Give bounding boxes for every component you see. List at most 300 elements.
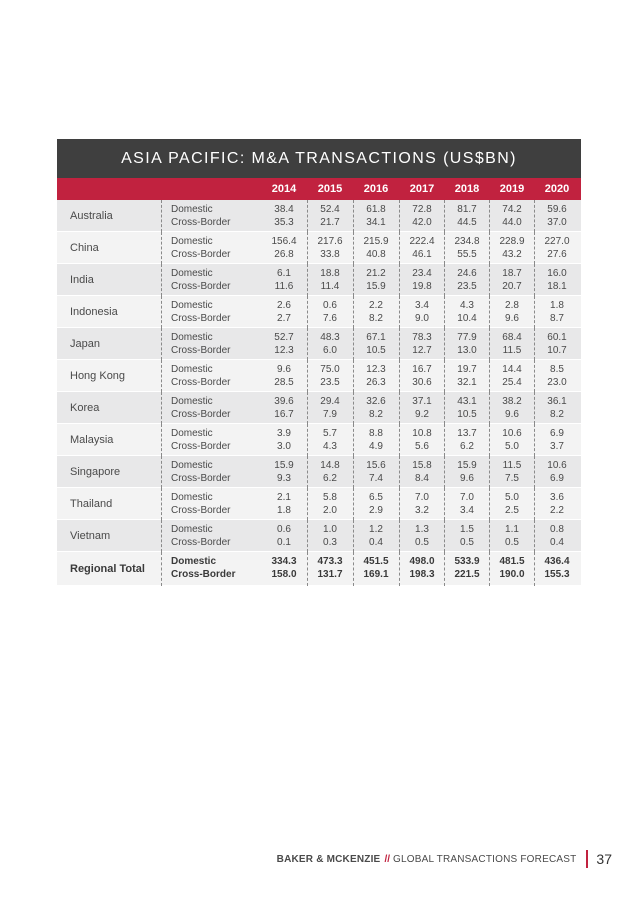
cross-border-value: 26.8 bbox=[274, 249, 294, 260]
cross-border-value: 9.0 bbox=[415, 313, 429, 324]
domestic-value: 15.8 bbox=[412, 460, 432, 471]
domestic-value: 3.9 bbox=[277, 428, 291, 439]
cross-border-value: 169.1 bbox=[363, 569, 389, 580]
value-cell bbox=[534, 203, 580, 229]
value-cell bbox=[353, 267, 399, 293]
footer-divider bbox=[586, 850, 588, 868]
footer-slashes: // bbox=[384, 853, 390, 865]
cross-border-value: 0.4 bbox=[369, 537, 383, 548]
domestic-value: 436.4 bbox=[544, 556, 570, 567]
transaction-types bbox=[171, 555, 235, 581]
type-cross-border: Cross-Border bbox=[171, 505, 231, 516]
transaction-types bbox=[171, 395, 230, 421]
domestic-value: 15.9 bbox=[457, 460, 477, 471]
domestic-value: 156.4 bbox=[271, 236, 297, 247]
domestic-value: 3.4 bbox=[415, 300, 429, 311]
domestic-value: 38.2 bbox=[502, 396, 522, 407]
domestic-value: 15.6 bbox=[366, 460, 386, 471]
cross-border-value: 10.7 bbox=[547, 345, 567, 356]
cross-border-value: 33.8 bbox=[320, 249, 340, 260]
domestic-value: 234.8 bbox=[454, 236, 480, 247]
column-separator bbox=[161, 264, 162, 296]
cross-border-value: 11.6 bbox=[274, 281, 294, 292]
transaction-types bbox=[171, 299, 230, 325]
type-cross-border: Cross-Border bbox=[171, 441, 231, 452]
cross-border-value: 8.2 bbox=[369, 409, 383, 420]
domestic-value: 217.6 bbox=[317, 236, 343, 247]
country-label: Australia bbox=[70, 210, 113, 222]
cross-border-value: 198.3 bbox=[409, 569, 435, 580]
domestic-value: 16.7 bbox=[412, 364, 432, 375]
value-cell bbox=[399, 427, 445, 453]
domestic-value: 29.4 bbox=[320, 396, 340, 407]
domestic-value: 481.5 bbox=[499, 556, 525, 567]
domestic-value: 5.0 bbox=[505, 492, 519, 503]
transaction-types bbox=[171, 459, 230, 485]
year-header-5: 2019 bbox=[499, 183, 525, 195]
table-title: ASIA PACIFIC: M&A TRANSACTIONS (US$BN) bbox=[57, 139, 581, 178]
domestic-value: 6.9 bbox=[550, 428, 564, 439]
value-cell bbox=[399, 203, 445, 229]
cross-border-value: 12.7 bbox=[412, 345, 432, 356]
value-cell bbox=[353, 523, 399, 549]
cross-border-value: 4.9 bbox=[369, 441, 383, 452]
domestic-value: 5.8 bbox=[323, 492, 337, 503]
cross-border-value: 23.5 bbox=[457, 281, 477, 292]
cross-border-value: 10.5 bbox=[457, 409, 477, 420]
transaction-types bbox=[171, 235, 230, 261]
cross-border-value: 18.1 bbox=[547, 281, 567, 292]
domestic-value: 0.6 bbox=[277, 524, 291, 535]
value-cell bbox=[399, 299, 445, 325]
cross-border-value: 4.3 bbox=[323, 441, 337, 452]
table-row bbox=[57, 264, 581, 296]
transaction-types bbox=[171, 427, 230, 453]
transaction-types bbox=[171, 267, 230, 293]
value-cell bbox=[489, 427, 535, 453]
cross-border-value: 21.7 bbox=[320, 217, 340, 228]
value-cell bbox=[534, 555, 580, 581]
value-cell bbox=[353, 555, 399, 581]
cross-border-value: 9.6 bbox=[505, 409, 519, 420]
domestic-value: 2.2 bbox=[369, 300, 383, 311]
domestic-value: 15.9 bbox=[274, 460, 294, 471]
type-cross-border: Cross-Border bbox=[171, 569, 236, 580]
value-cell bbox=[307, 299, 353, 325]
column-separator bbox=[161, 200, 162, 232]
cross-border-value: 23.5 bbox=[320, 377, 340, 388]
value-cell bbox=[353, 491, 399, 517]
value-cell bbox=[307, 427, 353, 453]
value-cell bbox=[534, 491, 580, 517]
value-cell bbox=[261, 459, 307, 485]
cross-border-value: 9.2 bbox=[415, 409, 429, 420]
value-cell bbox=[261, 267, 307, 293]
country-label: Hong Kong bbox=[70, 370, 126, 382]
type-cross-border: Cross-Border bbox=[171, 345, 231, 356]
value-cell bbox=[534, 267, 580, 293]
table-row bbox=[57, 296, 581, 328]
value-cell bbox=[261, 363, 307, 389]
domestic-value: 77.9 bbox=[457, 332, 477, 343]
type-domestic: Domestic bbox=[171, 556, 217, 567]
cross-border-value: 6.2 bbox=[323, 473, 337, 484]
domestic-value: 227.0 bbox=[544, 236, 570, 247]
domestic-value: 14.8 bbox=[320, 460, 340, 471]
domestic-value: 18.8 bbox=[320, 268, 340, 279]
value-cell bbox=[307, 395, 353, 421]
domestic-value: 52.7 bbox=[274, 332, 294, 343]
value-cell bbox=[307, 267, 353, 293]
value-cell bbox=[444, 523, 490, 549]
value-cell bbox=[307, 331, 353, 357]
value-cell bbox=[261, 427, 307, 453]
domestic-value: 533.9 bbox=[454, 556, 480, 567]
domestic-value: 5.7 bbox=[323, 428, 337, 439]
year-header-6: 2020 bbox=[544, 183, 570, 195]
value-cell bbox=[489, 363, 535, 389]
cross-border-value: 8.2 bbox=[550, 409, 564, 420]
value-cell bbox=[444, 235, 490, 261]
country-label: Regional Total bbox=[70, 563, 145, 575]
domestic-value: 75.0 bbox=[320, 364, 340, 375]
cross-border-value: 0.5 bbox=[415, 537, 429, 548]
cross-border-value: 2.9 bbox=[369, 505, 383, 516]
cross-border-value: 15.9 bbox=[366, 281, 386, 292]
value-cell bbox=[489, 235, 535, 261]
cross-border-value: 32.1 bbox=[457, 377, 477, 388]
value-cell bbox=[261, 555, 307, 581]
value-cell bbox=[261, 491, 307, 517]
cross-border-value: 131.7 bbox=[317, 569, 343, 580]
cross-border-value: 26.3 bbox=[366, 377, 386, 388]
domestic-value: 12.3 bbox=[366, 364, 386, 375]
type-cross-border: Cross-Border bbox=[171, 377, 231, 388]
value-cell bbox=[444, 395, 490, 421]
domestic-value: 8.5 bbox=[550, 364, 564, 375]
value-cell bbox=[307, 491, 353, 517]
type-domestic: Domestic bbox=[171, 204, 213, 215]
value-cell bbox=[353, 235, 399, 261]
cross-border-value: 23.0 bbox=[547, 377, 567, 388]
cross-border-value: 7.9 bbox=[323, 409, 337, 420]
column-separator bbox=[161, 392, 162, 424]
domestic-value: 9.6 bbox=[277, 364, 291, 375]
cross-border-value: 16.7 bbox=[274, 409, 294, 420]
domestic-value: 36.1 bbox=[547, 396, 567, 407]
cross-border-value: 44.5 bbox=[457, 217, 477, 228]
value-cell bbox=[307, 555, 353, 581]
value-cell bbox=[307, 523, 353, 549]
cross-border-value: 9.6 bbox=[505, 313, 519, 324]
cross-border-value: 6.9 bbox=[550, 473, 564, 484]
cross-border-value: 8.2 bbox=[369, 313, 383, 324]
table-body bbox=[57, 200, 581, 586]
type-domestic: Domestic bbox=[171, 364, 213, 375]
cross-border-value: 190.0 bbox=[499, 569, 525, 580]
cross-border-value: 20.7 bbox=[502, 281, 522, 292]
value-cell bbox=[261, 523, 307, 549]
transaction-types bbox=[171, 363, 230, 389]
cross-border-value: 27.6 bbox=[547, 249, 567, 260]
value-cell bbox=[353, 363, 399, 389]
cross-border-value: 30.6 bbox=[412, 377, 432, 388]
domestic-value: 19.7 bbox=[457, 364, 477, 375]
domestic-value: 0.8 bbox=[550, 524, 564, 535]
domestic-value: 13.7 bbox=[457, 428, 477, 439]
value-cell bbox=[534, 523, 580, 549]
type-domestic: Domestic bbox=[171, 236, 213, 247]
transaction-types bbox=[171, 491, 230, 517]
cross-border-value: 3.7 bbox=[550, 441, 564, 452]
cross-border-value: 7.4 bbox=[369, 473, 383, 484]
domestic-value: 451.5 bbox=[363, 556, 389, 567]
value-cell bbox=[399, 523, 445, 549]
domestic-value: 24.6 bbox=[457, 268, 477, 279]
value-cell bbox=[489, 203, 535, 229]
cross-border-value: 43.2 bbox=[502, 249, 522, 260]
value-cell bbox=[307, 459, 353, 485]
cross-border-value: 2.2 bbox=[550, 505, 564, 516]
ma-transactions-table bbox=[57, 139, 581, 586]
cross-border-value: 0.5 bbox=[505, 537, 519, 548]
value-cell bbox=[489, 459, 535, 485]
domestic-value: 74.2 bbox=[502, 204, 522, 215]
domestic-value: 2.1 bbox=[277, 492, 291, 503]
cross-border-value: 8.4 bbox=[415, 473, 429, 484]
domestic-value: 39.6 bbox=[274, 396, 294, 407]
value-cell bbox=[399, 555, 445, 581]
table-row bbox=[57, 424, 581, 456]
domestic-value: 7.0 bbox=[460, 492, 474, 503]
cross-border-value: 7.5 bbox=[505, 473, 519, 484]
cross-border-value: 155.3 bbox=[544, 569, 570, 580]
table-row bbox=[57, 392, 581, 424]
transaction-types bbox=[171, 523, 230, 549]
cross-border-value: 34.1 bbox=[366, 217, 386, 228]
domestic-value: 1.0 bbox=[323, 524, 337, 535]
value-cell bbox=[489, 299, 535, 325]
country-label: Malaysia bbox=[70, 434, 114, 446]
domestic-value: 14.4 bbox=[502, 364, 522, 375]
value-cell bbox=[444, 491, 490, 517]
cross-border-value: 7.6 bbox=[323, 313, 337, 324]
cross-border-value: 5.0 bbox=[505, 441, 519, 452]
type-domestic: Domestic bbox=[171, 396, 213, 407]
domestic-value: 6.1 bbox=[277, 268, 291, 279]
type-domestic: Domestic bbox=[171, 492, 213, 503]
table-row bbox=[57, 520, 581, 552]
cross-border-value: 0.1 bbox=[277, 537, 291, 548]
value-cell bbox=[444, 203, 490, 229]
page-footer bbox=[277, 851, 612, 867]
year-header-3: 2017 bbox=[409, 183, 435, 195]
value-cell bbox=[444, 459, 490, 485]
domestic-value: 7.0 bbox=[415, 492, 429, 503]
type-domestic: Domestic bbox=[171, 524, 213, 535]
table-row bbox=[57, 328, 581, 360]
country-label: Vietnam bbox=[70, 530, 111, 542]
value-cell bbox=[307, 203, 353, 229]
table-row bbox=[57, 232, 581, 264]
country-label: Thailand bbox=[70, 498, 113, 510]
cross-border-value: 40.8 bbox=[366, 249, 386, 260]
domestic-value: 8.8 bbox=[369, 428, 383, 439]
cross-border-value: 10.4 bbox=[457, 313, 477, 324]
country-label: India bbox=[70, 274, 94, 286]
table-row bbox=[57, 488, 581, 520]
domestic-value: 59.6 bbox=[547, 204, 567, 215]
value-cell bbox=[489, 523, 535, 549]
cross-border-value: 44.0 bbox=[502, 217, 522, 228]
domestic-value: 11.5 bbox=[502, 460, 522, 471]
column-separator bbox=[161, 424, 162, 456]
domestic-value: 23.4 bbox=[412, 268, 432, 279]
cross-border-value: 158.0 bbox=[271, 569, 297, 580]
value-cell bbox=[444, 363, 490, 389]
column-separator bbox=[161, 360, 162, 392]
type-cross-border: Cross-Border bbox=[171, 217, 231, 228]
domestic-value: 81.7 bbox=[457, 204, 477, 215]
type-domestic: Domestic bbox=[171, 428, 213, 439]
table-row bbox=[57, 200, 581, 232]
cross-border-value: 5.6 bbox=[415, 441, 429, 452]
domestic-value: 48.3 bbox=[320, 332, 340, 343]
type-cross-border: Cross-Border bbox=[171, 281, 231, 292]
value-cell bbox=[261, 395, 307, 421]
domestic-value: 10.6 bbox=[547, 460, 567, 471]
value-cell bbox=[353, 395, 399, 421]
value-cell bbox=[489, 331, 535, 357]
value-cell bbox=[261, 235, 307, 261]
domestic-value: 473.3 bbox=[317, 556, 343, 567]
value-cell bbox=[399, 459, 445, 485]
type-cross-border: Cross-Border bbox=[171, 409, 231, 420]
domestic-value: 16.0 bbox=[547, 268, 567, 279]
cross-border-value: 13.0 bbox=[457, 345, 477, 356]
cross-border-value: 6.2 bbox=[460, 441, 474, 452]
cross-border-value: 19.8 bbox=[412, 281, 432, 292]
domestic-value: 38.4 bbox=[274, 204, 294, 215]
value-cell bbox=[399, 267, 445, 293]
domestic-value: 37.1 bbox=[412, 396, 432, 407]
domestic-value: 0.6 bbox=[323, 300, 337, 311]
cross-border-value: 46.1 bbox=[412, 249, 432, 260]
value-cell bbox=[534, 331, 580, 357]
country-label: Singapore bbox=[70, 466, 121, 478]
domestic-value: 61.8 bbox=[366, 204, 386, 215]
country-label: China bbox=[70, 242, 99, 254]
value-cell bbox=[307, 235, 353, 261]
cross-border-value: 0.5 bbox=[460, 537, 474, 548]
domestic-value: 78.3 bbox=[412, 332, 432, 343]
value-cell bbox=[399, 331, 445, 357]
value-cell bbox=[534, 363, 580, 389]
domestic-value: 1.8 bbox=[550, 300, 564, 311]
type-cross-border: Cross-Border bbox=[171, 473, 231, 484]
column-separator bbox=[161, 520, 162, 552]
domestic-value: 32.6 bbox=[366, 396, 386, 407]
type-domestic: Domestic bbox=[171, 332, 213, 343]
total-row bbox=[57, 552, 581, 586]
value-cell bbox=[261, 299, 307, 325]
domestic-value: 228.9 bbox=[499, 236, 525, 247]
value-cell bbox=[444, 299, 490, 325]
value-cell bbox=[489, 555, 535, 581]
type-cross-border: Cross-Border bbox=[171, 313, 231, 324]
cross-border-value: 3.0 bbox=[277, 441, 291, 452]
year-header-row bbox=[57, 178, 581, 200]
value-cell bbox=[444, 427, 490, 453]
domestic-value: 2.8 bbox=[505, 300, 519, 311]
type-domestic: Domestic bbox=[171, 268, 213, 279]
column-separator bbox=[161, 456, 162, 488]
domestic-value: 1.1 bbox=[505, 524, 519, 535]
column-separator bbox=[161, 328, 162, 360]
value-cell bbox=[353, 427, 399, 453]
value-cell bbox=[444, 331, 490, 357]
domestic-value: 52.4 bbox=[320, 204, 340, 215]
footer-subtitle: GLOBAL TRANSACTIONS FORECAST bbox=[393, 853, 577, 865]
domestic-value: 1.5 bbox=[460, 524, 474, 535]
domestic-value: 3.6 bbox=[550, 492, 564, 503]
value-cell bbox=[353, 331, 399, 357]
cross-border-value: 35.3 bbox=[274, 217, 294, 228]
cross-border-value: 55.5 bbox=[457, 249, 477, 260]
cross-border-value: 37.0 bbox=[547, 217, 567, 228]
table-row bbox=[57, 456, 581, 488]
domestic-value: 60.1 bbox=[547, 332, 567, 343]
domestic-value: 1.2 bbox=[369, 524, 383, 535]
value-cell bbox=[489, 491, 535, 517]
cross-border-value: 9.3 bbox=[277, 473, 291, 484]
value-cell bbox=[307, 363, 353, 389]
cross-border-value: 2.0 bbox=[323, 505, 337, 516]
cross-border-value: 3.2 bbox=[415, 505, 429, 516]
value-cell bbox=[534, 427, 580, 453]
transaction-types bbox=[171, 331, 230, 357]
cross-border-value: 10.5 bbox=[366, 345, 386, 356]
country-label: Japan bbox=[70, 338, 100, 350]
column-separator bbox=[161, 488, 162, 520]
country-label: Indonesia bbox=[70, 306, 118, 318]
page-number: 37 bbox=[596, 851, 612, 867]
country-label: Korea bbox=[70, 402, 100, 414]
domestic-value: 6.5 bbox=[369, 492, 383, 503]
cross-border-value: 11.5 bbox=[502, 345, 522, 356]
value-cell bbox=[399, 363, 445, 389]
year-header-1: 2015 bbox=[317, 183, 343, 195]
column-separator bbox=[161, 552, 162, 586]
value-cell bbox=[489, 267, 535, 293]
value-cell bbox=[534, 395, 580, 421]
cross-border-value: 2.5 bbox=[505, 505, 519, 516]
table-row bbox=[57, 360, 581, 392]
cross-border-value: 0.4 bbox=[550, 537, 564, 548]
value-cell bbox=[261, 331, 307, 357]
cross-border-value: 25.4 bbox=[502, 377, 522, 388]
year-header-0: 2014 bbox=[271, 183, 297, 195]
domestic-value: 2.6 bbox=[277, 300, 291, 311]
value-cell bbox=[534, 299, 580, 325]
value-cell bbox=[353, 299, 399, 325]
value-cell bbox=[444, 555, 490, 581]
cross-border-value: 12.3 bbox=[274, 345, 294, 356]
domestic-value: 67.1 bbox=[366, 332, 386, 343]
footer-brand: BAKER & MCKENZIE bbox=[276, 853, 381, 865]
domestic-value: 68.4 bbox=[502, 332, 522, 343]
cross-border-value: 6.0 bbox=[323, 345, 337, 356]
